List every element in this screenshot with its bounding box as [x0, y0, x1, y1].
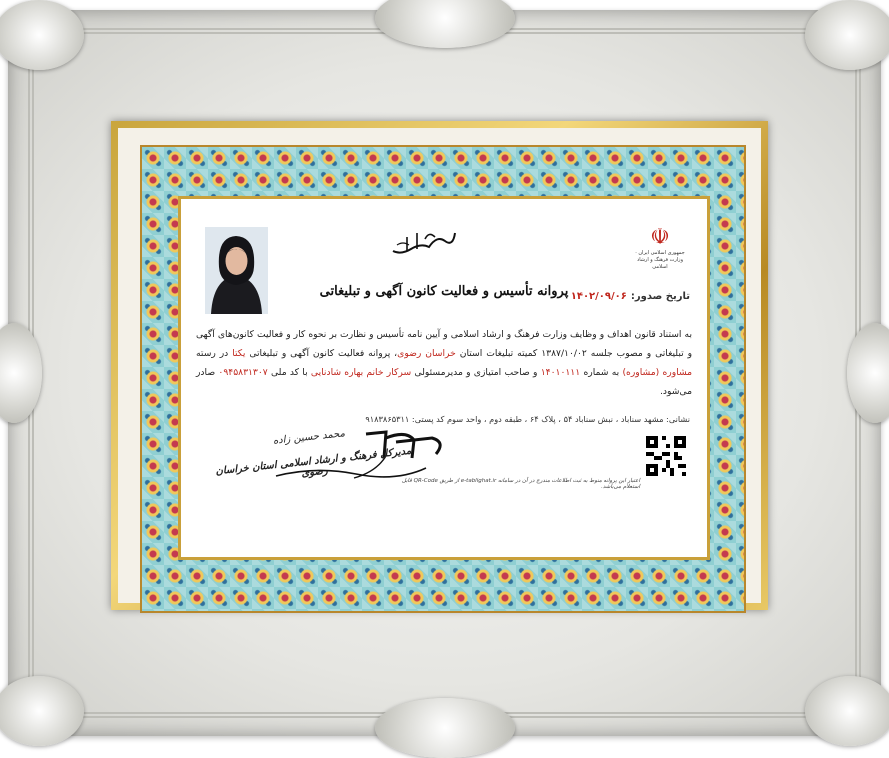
province-name: خراسان رضوی	[397, 348, 456, 359]
category-name: مشاوره (مشاوره)	[622, 367, 693, 378]
body-text-7: صادر می‌شود.	[196, 367, 692, 397]
certificate-body	[196, 325, 692, 401]
body-text-3: در رسته	[196, 348, 229, 359]
qr-code	[646, 436, 686, 476]
issue-date-label: تاریخ صدور:	[630, 291, 690, 302]
agency-name: یکتا	[232, 348, 246, 359]
iran-emblem	[630, 226, 690, 271]
signatory-title: مدیرکل فرهنگ و ارشاد اسلامی استان خراسان رضوی	[215, 445, 412, 480]
verification-note: اعتبار این پروانه منوط به ثبت اطلاعات مندرج در آن در سامانه e-tablighat.ir از طریق QR-Code قابل استعلام می‌باشد.	[401, 478, 640, 490]
emblem-caption: جمهوری اسلامی ایران · وزارت فرهنگ و ارشاد اسلامی	[635, 250, 685, 270]
address-line: نشانی: مشهد سناباد ، نبش سناباد ۵۴ ، پلاک ۶۴ ، طبقه دوم ، واحد سوم کد پستی: ۹۱۸۳۸۶۵۳۱۱	[365, 414, 690, 424]
owner-name: سرکار خانم بهاره شادنایی	[310, 367, 412, 378]
license-number: ۱۴۰۱۰۱۱۱	[540, 367, 581, 378]
frame-ornament-top-right	[805, 0, 889, 70]
emblem-icon: ☫	[650, 225, 670, 250]
frame-ornament-bottom-left	[0, 676, 84, 746]
certificate-title: پروانه تأسیس و فعالیت کانون آگهی و تبلیغاتی	[319, 284, 569, 299]
body-text-1: به استناد قانون اهداف و وظایف وزارت فرهنگ و ارشاد اسلامی و آیین نامه تأسیس و نظارت بر نحوه کار و فعالیت کانون‌های آگهی و تبلیغاتی و مصوب جلسه ۱۳۸۷/۱۰/۰۲ کمیته تبلیغات استان	[196, 329, 693, 359]
signatory-name: محمد حسین زاده	[272, 428, 346, 447]
frame-ornament-bottom-center	[375, 698, 515, 758]
body-text-4: به شماره	[583, 367, 620, 378]
frame-ornament-bottom-right	[805, 676, 889, 746]
body-text-2: ، پروانه فعالیت کانون آگهی و تبلیغاتی	[249, 348, 398, 359]
national-id: ۰۹۴۵۸۳۱۳۰۷	[218, 367, 268, 378]
owner-photo	[205, 227, 268, 314]
body-text-5: و صاحب امتیازی و مدیرمسئولی	[414, 367, 538, 378]
certificate	[184, 202, 704, 554]
issue-date	[571, 291, 690, 302]
bismillah-calligraphy	[389, 227, 459, 259]
body-text-6: با کد ملی	[271, 367, 308, 378]
issue-date-value: ۱۴۰۲/۰۹/۰۶	[570, 291, 627, 302]
portrait-image	[205, 227, 268, 314]
